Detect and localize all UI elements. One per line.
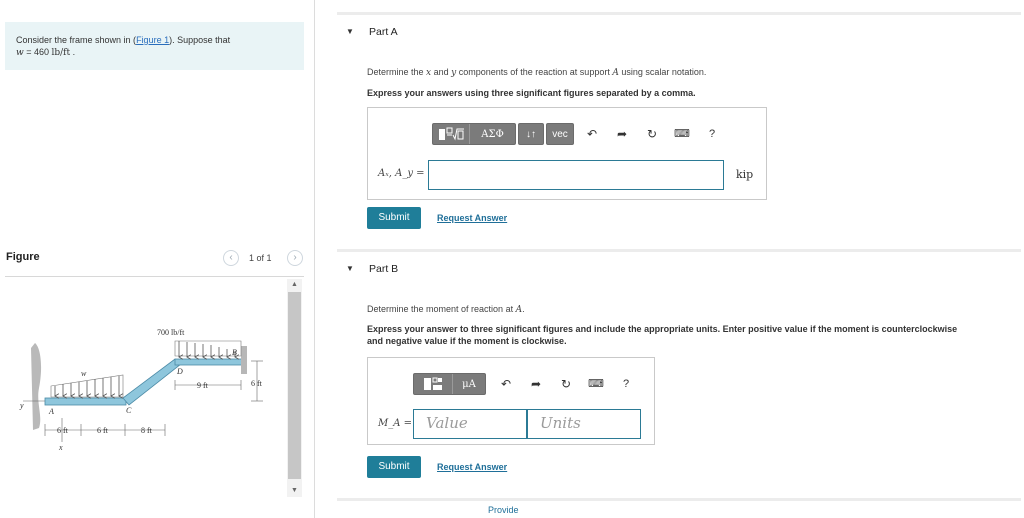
part-a-prompt-and: and	[431, 67, 452, 77]
label-8ft: 8 ft	[141, 426, 152, 435]
figure-header	[5, 248, 304, 277]
part-a-instruction: Express your answers using three significant figures separated by a comma.	[367, 88, 696, 98]
scrollbar-thumb[interactable]	[288, 292, 301, 479]
load-w-arrows	[55, 376, 119, 396]
label-y: y	[20, 401, 24, 410]
arrows-icon: ↓↑	[526, 128, 536, 140]
part-b-top-rule	[337, 249, 1021, 252]
part-c-top-rule	[337, 498, 1021, 501]
part-b-support-a: A	[515, 305, 523, 315]
problem-text-2: ). Suppose that	[169, 35, 231, 45]
part-a-submit-button[interactable]: Submit	[367, 207, 421, 229]
part-b-answer-label	[378, 418, 412, 429]
member-cd	[123, 359, 181, 405]
figure-scrollbar[interactable]	[287, 279, 302, 497]
part-a-request-answer-link[interactable]: Request Answer	[437, 213, 508, 223]
part-a-unit: kip	[736, 168, 754, 181]
problem-text-1: Consider the frame shown in (	[16, 35, 137, 45]
vector-button[interactable]	[546, 123, 574, 145]
w-unit: lb/ft	[51, 48, 71, 58]
label-a: A	[49, 407, 54, 416]
part-a-prompt-end: using scalar notation.	[618, 67, 707, 77]
label-x: x	[59, 443, 63, 452]
reset-icon[interactable]: ↻	[646, 127, 658, 141]
part-a-title[interactable]: Part A	[369, 26, 398, 38]
keyboard-icon[interactable]: ⌨	[674, 128, 690, 140]
figure-title: Figure	[6, 251, 40, 263]
ax-ay-label: Aₓ, A_y =	[378, 168, 425, 179]
undo-icon-b[interactable]: ↶	[500, 377, 512, 391]
part-a-prompt	[367, 67, 706, 78]
greek-symbols-button[interactable]: ΑΣΦ	[481, 128, 504, 140]
part-a-x-var: x	[426, 68, 432, 78]
templates-button[interactable]	[433, 124, 470, 144]
part-b-math-toolbar	[413, 373, 486, 395]
keyboard-icon-b[interactable]: ⌨	[588, 378, 604, 390]
part-b-instruction: Express your answer to three significant figures and include the appropriate units. Enter positive value if the moment is counterclockwise and negative value if the moment is clockwise.	[367, 324, 958, 346]
label-d: D	[177, 367, 183, 376]
column-divider	[314, 0, 315, 518]
subscript-button[interactable]	[518, 123, 544, 145]
part-b-collapse-icon[interactable]: ▼	[346, 264, 354, 273]
part-a-y-var: y	[451, 68, 457, 78]
part-b-prompt-text: Determine the moment of reaction at	[367, 304, 516, 314]
label-c: C	[126, 406, 132, 415]
support-b	[241, 346, 247, 374]
part-a-top-rule	[337, 12, 1021, 15]
beam-ac	[45, 398, 126, 405]
redo-icon[interactable]: ➦	[616, 127, 628, 141]
scroll-up-icon[interactable]: ▲	[291, 281, 298, 288]
redo-icon-b[interactable]: ➦	[530, 377, 542, 391]
part-a-prompt-support: components of the reaction at support	[456, 67, 613, 77]
load-700-arrows	[179, 341, 235, 357]
ma-label: M_A =	[378, 418, 413, 429]
part-b-prompt-end: .	[522, 304, 525, 314]
label-6ft-a: 6 ft	[57, 426, 68, 435]
part-a-math-toolbar	[432, 123, 516, 145]
next-part-peek[interactable]: Provide	[488, 505, 519, 515]
help-icon-b[interactable]: ?	[622, 378, 630, 390]
part-a-answer-box	[367, 107, 767, 200]
part-a-prompt-text: Determine the	[367, 67, 427, 77]
reset-icon-b[interactable]: ↻	[560, 377, 572, 391]
units-mu-button[interactable]: μA	[462, 378, 476, 390]
prev-figure-button[interactable]: ‹	[223, 250, 239, 266]
label-700-load: 700 lb/ft	[157, 328, 185, 337]
templates-button-b[interactable]	[414, 374, 453, 394]
frame-diagram	[5, 278, 285, 508]
wall-support	[31, 343, 41, 430]
undo-icon[interactable]: ↶	[586, 127, 598, 141]
problem-period: .	[70, 47, 76, 57]
label-w: w	[81, 369, 87, 378]
part-b-answer-box	[367, 357, 655, 445]
fraction-radical-icon	[437, 126, 465, 142]
beam-db	[175, 359, 243, 365]
label-6ft-b: 6 ft	[97, 426, 108, 435]
figure-link[interactable]: Figure 1	[136, 35, 170, 45]
part-b-title[interactable]: Part B	[369, 263, 399, 275]
next-figure-button[interactable]: ›	[287, 250, 303, 266]
value-input[interactable]: Value	[413, 409, 527, 439]
problem-statement	[5, 22, 304, 70]
part-a-answer-label	[378, 168, 425, 179]
part-b-prompt	[367, 304, 525, 315]
w-variable: w	[16, 48, 24, 58]
label-9ft: 9 ft	[197, 381, 208, 390]
w-equals: = 460	[23, 47, 52, 57]
frame-figure	[5, 278, 285, 508]
part-b-request-answer-link[interactable]: Request Answer	[437, 462, 508, 472]
template-grid-icon	[422, 376, 444, 392]
vec-label: vec	[552, 128, 568, 140]
part-a-collapse-icon[interactable]: ▼	[346, 27, 354, 36]
label-b: B	[232, 348, 237, 357]
help-icon[interactable]: ?	[708, 128, 716, 140]
part-a-support-a: A	[612, 68, 619, 78]
units-input[interactable]: Units	[527, 409, 641, 439]
scroll-down-icon[interactable]: ▼	[291, 487, 298, 494]
figure-page-count: 1 of 1	[249, 253, 272, 263]
part-a-answer-input[interactable]	[428, 160, 724, 190]
part-b-submit-button[interactable]: Submit	[367, 456, 421, 478]
label-6ft-vert: 6 ft	[251, 379, 262, 388]
